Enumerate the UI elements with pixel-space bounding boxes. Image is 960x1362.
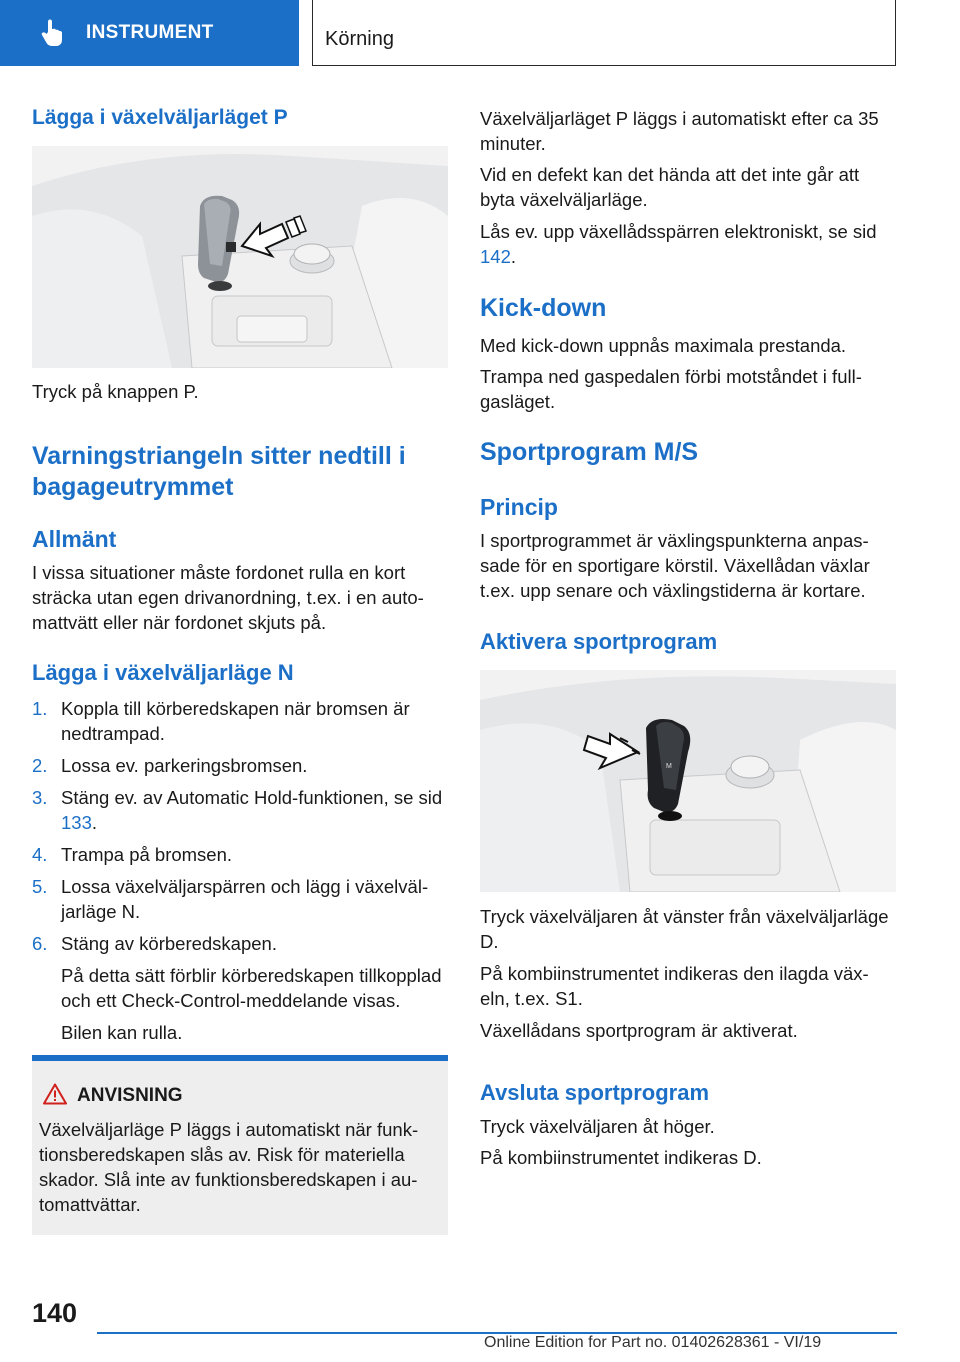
- unlock-text-part: .: [510, 246, 517, 267]
- step-number: 4.: [32, 844, 48, 865]
- step-number: 6.: [32, 933, 48, 954]
- list-item: [32, 753, 451, 778]
- activate-text-2: På kombiinstrumentet indikeras den ilagda växeln, t.ex. S1.: [480, 963, 869, 1009]
- step-number: 5.: [32, 876, 48, 897]
- after-steps-text: På detta sätt förblir körberedskapen tillkopplad och ett Check-Control-meddelande visas.: [61, 965, 442, 1011]
- page-link-142[interactable]: 142: [480, 246, 511, 267]
- list-item: [32, 696, 451, 746]
- step-number: 1.: [32, 698, 48, 719]
- step-text: Koppla till körberedskapen när bromsen är nedtrampad.: [61, 698, 410, 744]
- chapter-box: [312, 0, 896, 66]
- general-text: I vissa situationer måste fordonet rulla en kort sträcka utan egen drivanordning, t.ex. i en automattvätt eller när fordonet skjuts på.: [32, 562, 424, 633]
- heading-sport-program: Sportprogram M/S: [480, 438, 699, 466]
- hand-pointer-icon: [36, 16, 70, 50]
- step-number: 2.: [32, 755, 48, 776]
- step-text: [61, 785, 451, 835]
- notice-box: [32, 1055, 448, 1235]
- after-steps-text: Bilen kan rulla.: [61, 1022, 183, 1043]
- principle-text: I sportprogrammet är växlingspunkterna anpassade för en sportigare körstil. Växellådan växlar t.ex. upp senare och växlingstiderna är kortare.: [480, 530, 870, 601]
- kickdown-text-1: Med kick-down uppnås maximala prestanda.: [480, 335, 847, 356]
- heading-neutral: Lägga i växelväljarläge N: [32, 660, 294, 685]
- unlock-text-part: Lås ev. upp växellådsspärren elektroniskt, se sid: [480, 221, 877, 242]
- unlock-text: [480, 219, 890, 269]
- activate-text-1: Tryck växelväljaren åt vänster från växelväljarläge D.: [480, 906, 889, 952]
- heading-kickdown: Kick-down: [480, 294, 607, 322]
- gear-selector-image-p: [32, 146, 448, 368]
- auto-park-text: Växelväljarläget P läggs i automatiskt efter ca 35 minuter.: [480, 108, 879, 154]
- activate-text-3: Växellådans sportprogram är aktiverat.: [480, 1020, 798, 1041]
- heading-warning-triangle: Varningstriangeln sitter nedtill i bagageutrymmet: [32, 442, 406, 501]
- step-text-part: Stäng ev. av Automatic Hold-funktionen, se sid: [61, 787, 443, 808]
- step-number: 3.: [32, 787, 48, 808]
- warning-icon: [43, 1083, 67, 1105]
- gear-selector-image-sport: [480, 670, 896, 892]
- list-item: [32, 785, 451, 835]
- exit-text-2: På kombiinstrumentet indikeras D.: [480, 1147, 762, 1168]
- step-text: Trampa på bromsen.: [61, 844, 233, 865]
- exit-text-1: Tryck växelväljaren åt höger.: [480, 1116, 715, 1137]
- heading-activate: Aktivera sportprogram: [480, 629, 718, 654]
- notice-title: ANVISNING: [77, 1085, 183, 1106]
- kickdown-text-2: Trampa ned gaspedalen förbi motståndet i fullgasläget.: [480, 366, 862, 412]
- heading-park: Lägga i växelväljarläget P: [32, 106, 288, 129]
- step-text-part: .: [91, 812, 98, 833]
- step-text: Lossa växelväljarspärren och lägg i växelväljarläge N.: [61, 876, 429, 922]
- section-tab[interactable]: [0, 0, 299, 66]
- page-number: 140: [32, 1298, 78, 1328]
- park-caption: Tryck på knappen P.: [32, 381, 199, 402]
- section-label: INSTRUMENT: [86, 22, 214, 43]
- list-item: [32, 931, 451, 956]
- heading-general: Allmänt: [32, 526, 117, 552]
- edition-text: Online Edition for Part no. 01402628361 - VI/19: [484, 1334, 822, 1351]
- step-text: Stäng av körberedskapen.: [61, 933, 277, 954]
- page-link-133[interactable]: 133: [61, 812, 92, 833]
- svg-text:M: M: [666, 763, 672, 770]
- chapter-label: Körning: [325, 28, 394, 50]
- heading-principle: Princip: [480, 494, 558, 520]
- step-text: Lossa ev. parkeringsbromsen.: [61, 755, 308, 776]
- list-item: [32, 842, 451, 867]
- notice-text: Växelväljarläge P läggs i automatiskt när funktionsberedskapen slås av. Risk för materiella skador. Slå inte av funktionsberedskapen i automattvättar.: [39, 1119, 419, 1215]
- defect-text: Vid en defekt kan det hända att det inte går att byta växelväljarläge.: [480, 164, 860, 210]
- heading-exit: Avsluta sportprogram: [480, 1080, 710, 1105]
- list-item: [32, 874, 451, 924]
